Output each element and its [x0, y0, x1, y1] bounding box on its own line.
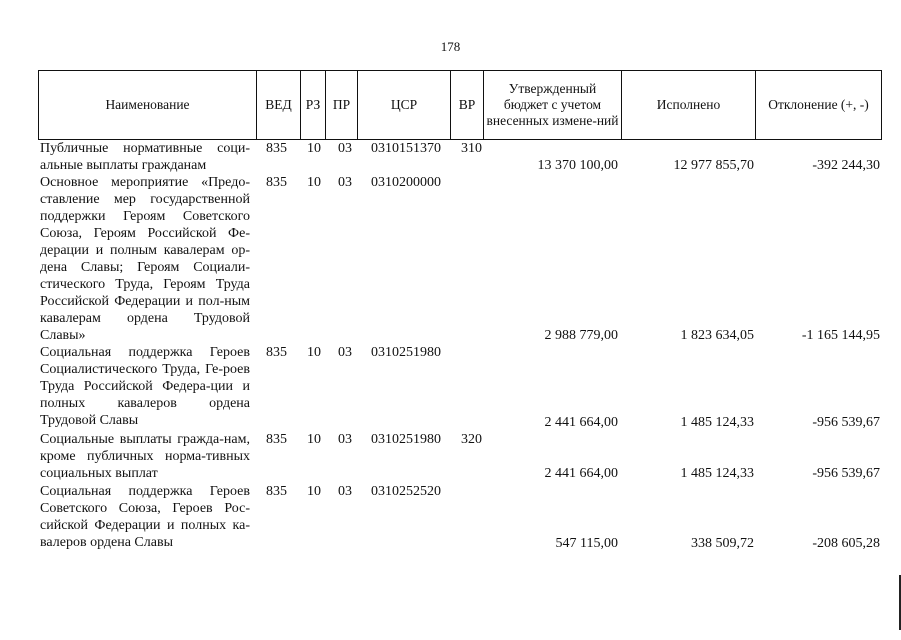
row-pr: 03 [338, 345, 352, 360]
row-approved: 13 370 100,00 [537, 158, 618, 173]
header-deviation: Отклонение (+, -) [756, 71, 882, 140]
row-executed: 1 485 124,33 [680, 415, 754, 430]
row-approved: 2 988 779,00 [544, 328, 618, 343]
row-vr: 320 [461, 432, 482, 447]
header-executed: Исполнено [622, 71, 756, 140]
row-rz: 10 [307, 175, 321, 190]
row-executed: 12 977 855,70 [673, 158, 754, 173]
header-name: Наименование [39, 71, 257, 140]
row-rz: 10 [307, 432, 321, 447]
row-pr: 03 [338, 484, 352, 499]
row-rz: 10 [307, 141, 321, 156]
row-deviation: -956 539,67 [812, 415, 880, 430]
row-vr: 310 [461, 141, 482, 156]
row-csr: 0310251980 [371, 432, 441, 447]
row-deviation: -956 539,67 [812, 466, 880, 481]
row-rz: 10 [307, 484, 321, 499]
row-csr: 0310151370 [371, 141, 441, 156]
row-executed: 1 823 634,05 [680, 328, 754, 343]
row-csr: 0310251980 [371, 345, 441, 360]
header-vr: ВР [451, 71, 484, 140]
row-approved: 547 115,00 [555, 536, 618, 551]
header-approved: Утвержденный бюджет с учетом внесенных измене-ний [484, 71, 622, 140]
header-csr: ЦСР [358, 71, 451, 140]
row-csr: 0310252520 [371, 484, 441, 499]
row-rz: 10 [307, 345, 321, 360]
row-ved: 835 [266, 345, 287, 360]
row-csr: 0310200000 [371, 175, 441, 190]
row-approved: 2 441 664,00 [544, 466, 618, 481]
header-rz: РЗ [301, 71, 326, 140]
row-ved: 835 [266, 141, 287, 156]
row-deviation: -1 165 144,95 [801, 328, 880, 343]
row-name: Социальная поддержка Героев Советского Союза, Героев Рос-сийской Федерации и полных ка-валеров ордена Славы [40, 484, 250, 550]
row-deviation: -208 605,28 [812, 536, 880, 551]
row-ved: 835 [266, 484, 287, 499]
row-approved: 2 441 664,00 [544, 415, 618, 430]
row-name: Основное мероприятие «Предо-ставление мер государственной поддержки Героям Советского Союза, Героям Российской Фе-дерации и полным кавалерам ор-дена Славы; Героям Социали-стического Труда, Героям Труда Российской Федерации и пол-ным кавалерам ордена Трудовой Славы» [40, 175, 250, 343]
row-deviation: -392 244,30 [812, 158, 880, 173]
header-ved: ВЕД [257, 71, 301, 140]
row-ved: 835 [266, 175, 287, 190]
row-name: Публичные нормативные соци-альные выплаты гражданам [40, 141, 250, 173]
row-executed: 1 485 124,33 [680, 466, 754, 481]
row-ved: 835 [266, 432, 287, 447]
row-pr: 03 [338, 141, 352, 156]
row-name: Социальные выплаты гражда-нам, кроме публичных норма-тивных социальных выплат [40, 432, 250, 481]
row-pr: 03 [338, 175, 352, 190]
row-executed: 338 509,72 [691, 536, 754, 551]
page-number: 178 [440, 39, 461, 54]
row-pr: 03 [338, 432, 352, 447]
row-name: Социальная поддержка Героев Социалистического Труда, Ге-роев Труда Российской Федера-ции и полных кавалеров ордена Трудовой Славы [40, 345, 250, 428]
header-pr: ПР [326, 71, 358, 140]
